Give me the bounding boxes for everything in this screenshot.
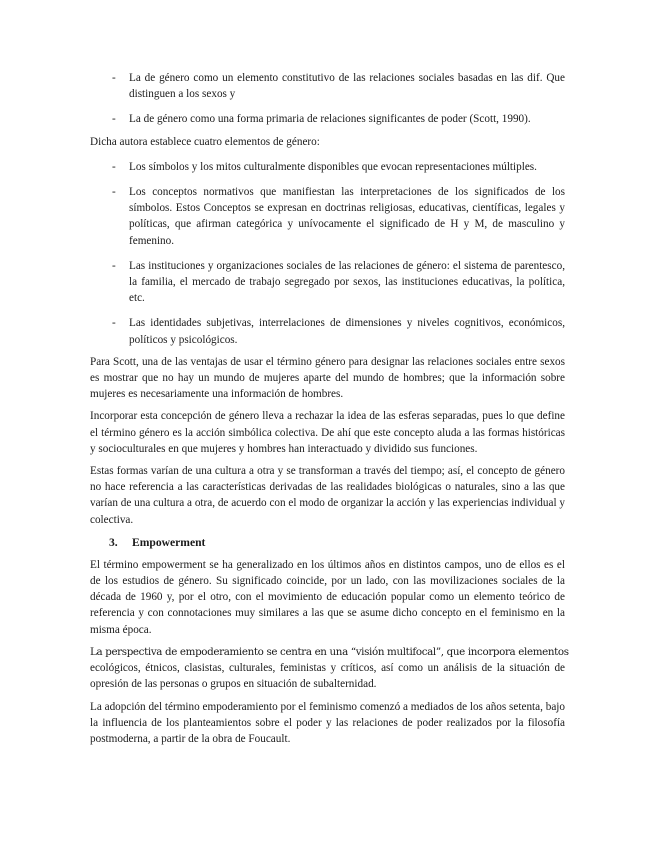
list-item-text: Las identidades subjetivas, interrelaciones de dimensiones y niveles cognitivos, económicos, políticos y psicológicos. [129,317,565,346]
paragraph-perspectiva-first-line: La perspectiva de empoderamiento se centra en una “visión multifocal”, que incorpora elementos [90,645,569,658]
lead-in-paragraph: Dicha autora establece cuatro elementos de género: [90,135,320,148]
paragraph-empowerment: El término empowerment se ha generalizado en los últimos años en distintos campos, uno de ellos es el de los estudios de género. Su significado coincide, por un lado, con las movilizaciones sociales de la década de 1960 y, por el otro, con el movimiento de educación popular como un elemento teórico de referencia y con connotaciones muy similares a las que se asume dicho concepto en el feminismo en la misma época. [90,558,565,636]
list-item [90,184,565,249]
list-item [90,70,565,102]
list-item-text: La de género como un elemento constitutivo de las relaciones sociales basadas en las dif. Que distinguen a los sexos y [129,72,565,101]
list-item-text: Los símbolos y los mitos culturalmente disponibles que evocan representaciones múltiples. [129,160,537,173]
paragraph-formas: Estas formas varían de una cultura a otra y se transforman a través del tiempo; así, el concepto de género no hace referencia a las características derivadas de las realidades biológicas o naturales, sino a las que varían de una cultura a otra, de acuerdo con el modo de organizar la acción y las experiencias individual y colectiva. [90,465,565,526]
section-title: Empowerment [132,535,206,549]
bullet-dash: - [112,160,116,173]
page-content [90,70,569,747]
paragraph-adopcion: La adopción del término empoderamiento por el feminismo comenzó a mediados de los años setenta, bajo la influencia de los planteamientos sobre el poder y las relaciones de poder realizados por la filosofía postmoderna, a partir de la obra de Foucault. [90,700,565,745]
list-item-text: La de género como una forma primaria de relaciones significantes de poder (Scott, 1990). [129,113,531,126]
bullet-dash: - [112,72,116,84]
list-item-text: Los conceptos normativos que manifiestan las interpretaciones de los significados de los símbolos. Estos Conceptos se expresan en doctrinas religiosas, educativas, científicas, legales y políticas, que afirman categórica y unívocamente el significado de H y M, de masculino y femenino. [129,186,565,247]
list-item [90,258,565,307]
section-heading [90,535,565,551]
paragraph-perspectiva-rest: ecológicos, étnicos, clasistas, culturales, feministas y críticos, así como un análisis de la situación de opresión de las personas o grupos en situación de subalternidad. [90,662,565,691]
list-item [90,159,565,175]
section-number: 3. [109,535,118,549]
list-item [90,111,565,127]
bullet-dash: - [112,317,116,330]
paragraph-scott: Para Scott, una de las ventajas de usar el término género para designar las relaciones sociales entre sexos es mostrar que no hay un mundo de mujeres aparte del mundo de hombres; que la información sobre mujeres es necesariamente una información de hombres. [90,355,565,401]
list-item-text: Las instituciones y organizaciones sociales de las relaciones de género: el sistema de parentesco, la familia, el mercado de trabajo segregado por sexos, las instituciones educativas, la política, etc. [129,259,565,305]
paragraph-perspectiva [90,644,569,693]
paragraph-incorporar: Incorporar esta concepción de género lleva a rechazar la idea de las esferas separadas, pues lo que define el término género es la acción simbólica colectiva. De ahí que este concepto aluda a las formas históricas y socioculturales en que mujeres y hombres han interactuado y dividido sus funciones. [90,410,565,455]
bullet-dash: - [112,186,116,199]
bullet-dash: - [112,259,116,272]
bullet-dash: - [112,113,116,126]
list-item [90,315,565,347]
